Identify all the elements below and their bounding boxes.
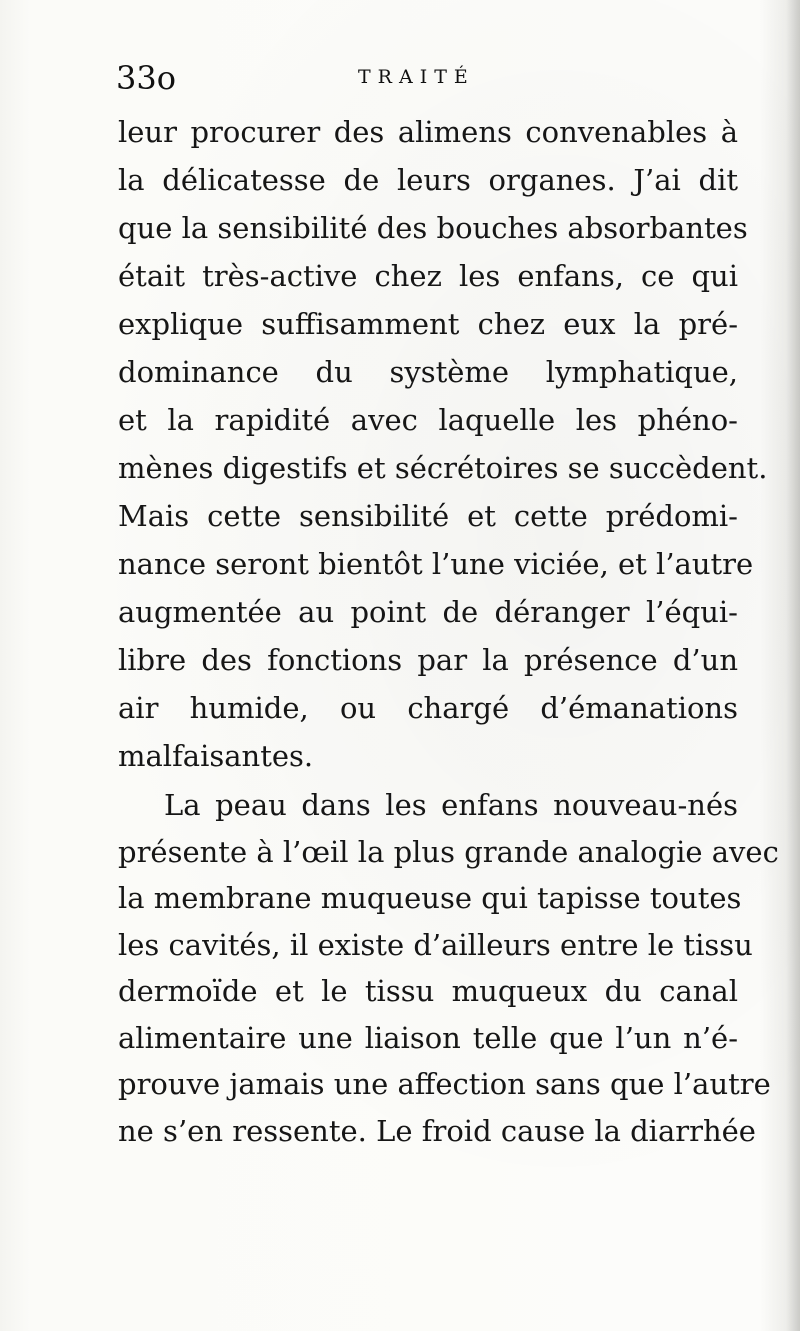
text-line: nance seront bientôt l’une viciée, et l’autre (118, 547, 754, 581)
text-line: la délicatesse de leurs organes. J’ai dit (118, 163, 738, 197)
text-line: dominance du système lymphatique, (118, 355, 738, 389)
text-line: dermoïde et le tissu muqueux du canal (118, 974, 738, 1008)
text-line: air humide, ou chargé d’émanations (118, 691, 738, 725)
page-number: 33o (116, 59, 176, 97)
paragraph-1 (118, 108, 768, 780)
text-line: Mais cette sensibilité et cette prédomi- (118, 499, 738, 533)
text-line: était très-active chez les enfans, ce qui (118, 259, 738, 293)
paragraph-2 (118, 782, 779, 1154)
text-line: et la rapidité avec laquelle les phéno- (118, 403, 738, 437)
text-line: leur procurer des alimens convenables à (118, 115, 738, 149)
text-line: la membrane muqueuse qui tapisse toutes (118, 881, 742, 915)
text-line: mènes digestifs et sécrétoires se succèdent. (118, 451, 768, 485)
page-edge-shadow (786, 0, 800, 1331)
text-line: ne s’en ressente. Le froid cause la diarrhée (118, 1113, 756, 1148)
text-line: que la sensibilité des bouches absorbantes (118, 211, 748, 245)
text-line: présente à l’œil la plus grande analogie avec (118, 834, 779, 869)
text-line: malfaisantes. (118, 739, 314, 773)
text-line: les cavités, il existe d’ailleurs entre le tissu (118, 927, 753, 962)
page-header (116, 56, 736, 100)
text-line: libre des fonctions par la présence d’un (118, 643, 738, 677)
text-line: augmentée au point de déranger l’équi- (118, 595, 738, 629)
text-line: explique suffisamment chez eux la pré- (118, 307, 738, 341)
text-line: alimentaire une liaison telle que l’un n’é- (118, 1020, 738, 1055)
text-line: La peau dans les enfans nouveau-nés (164, 788, 738, 822)
running-head: TRAITÉ (358, 66, 475, 88)
text-line: prouve jamais une affection sans que l’autre (118, 1067, 771, 1101)
